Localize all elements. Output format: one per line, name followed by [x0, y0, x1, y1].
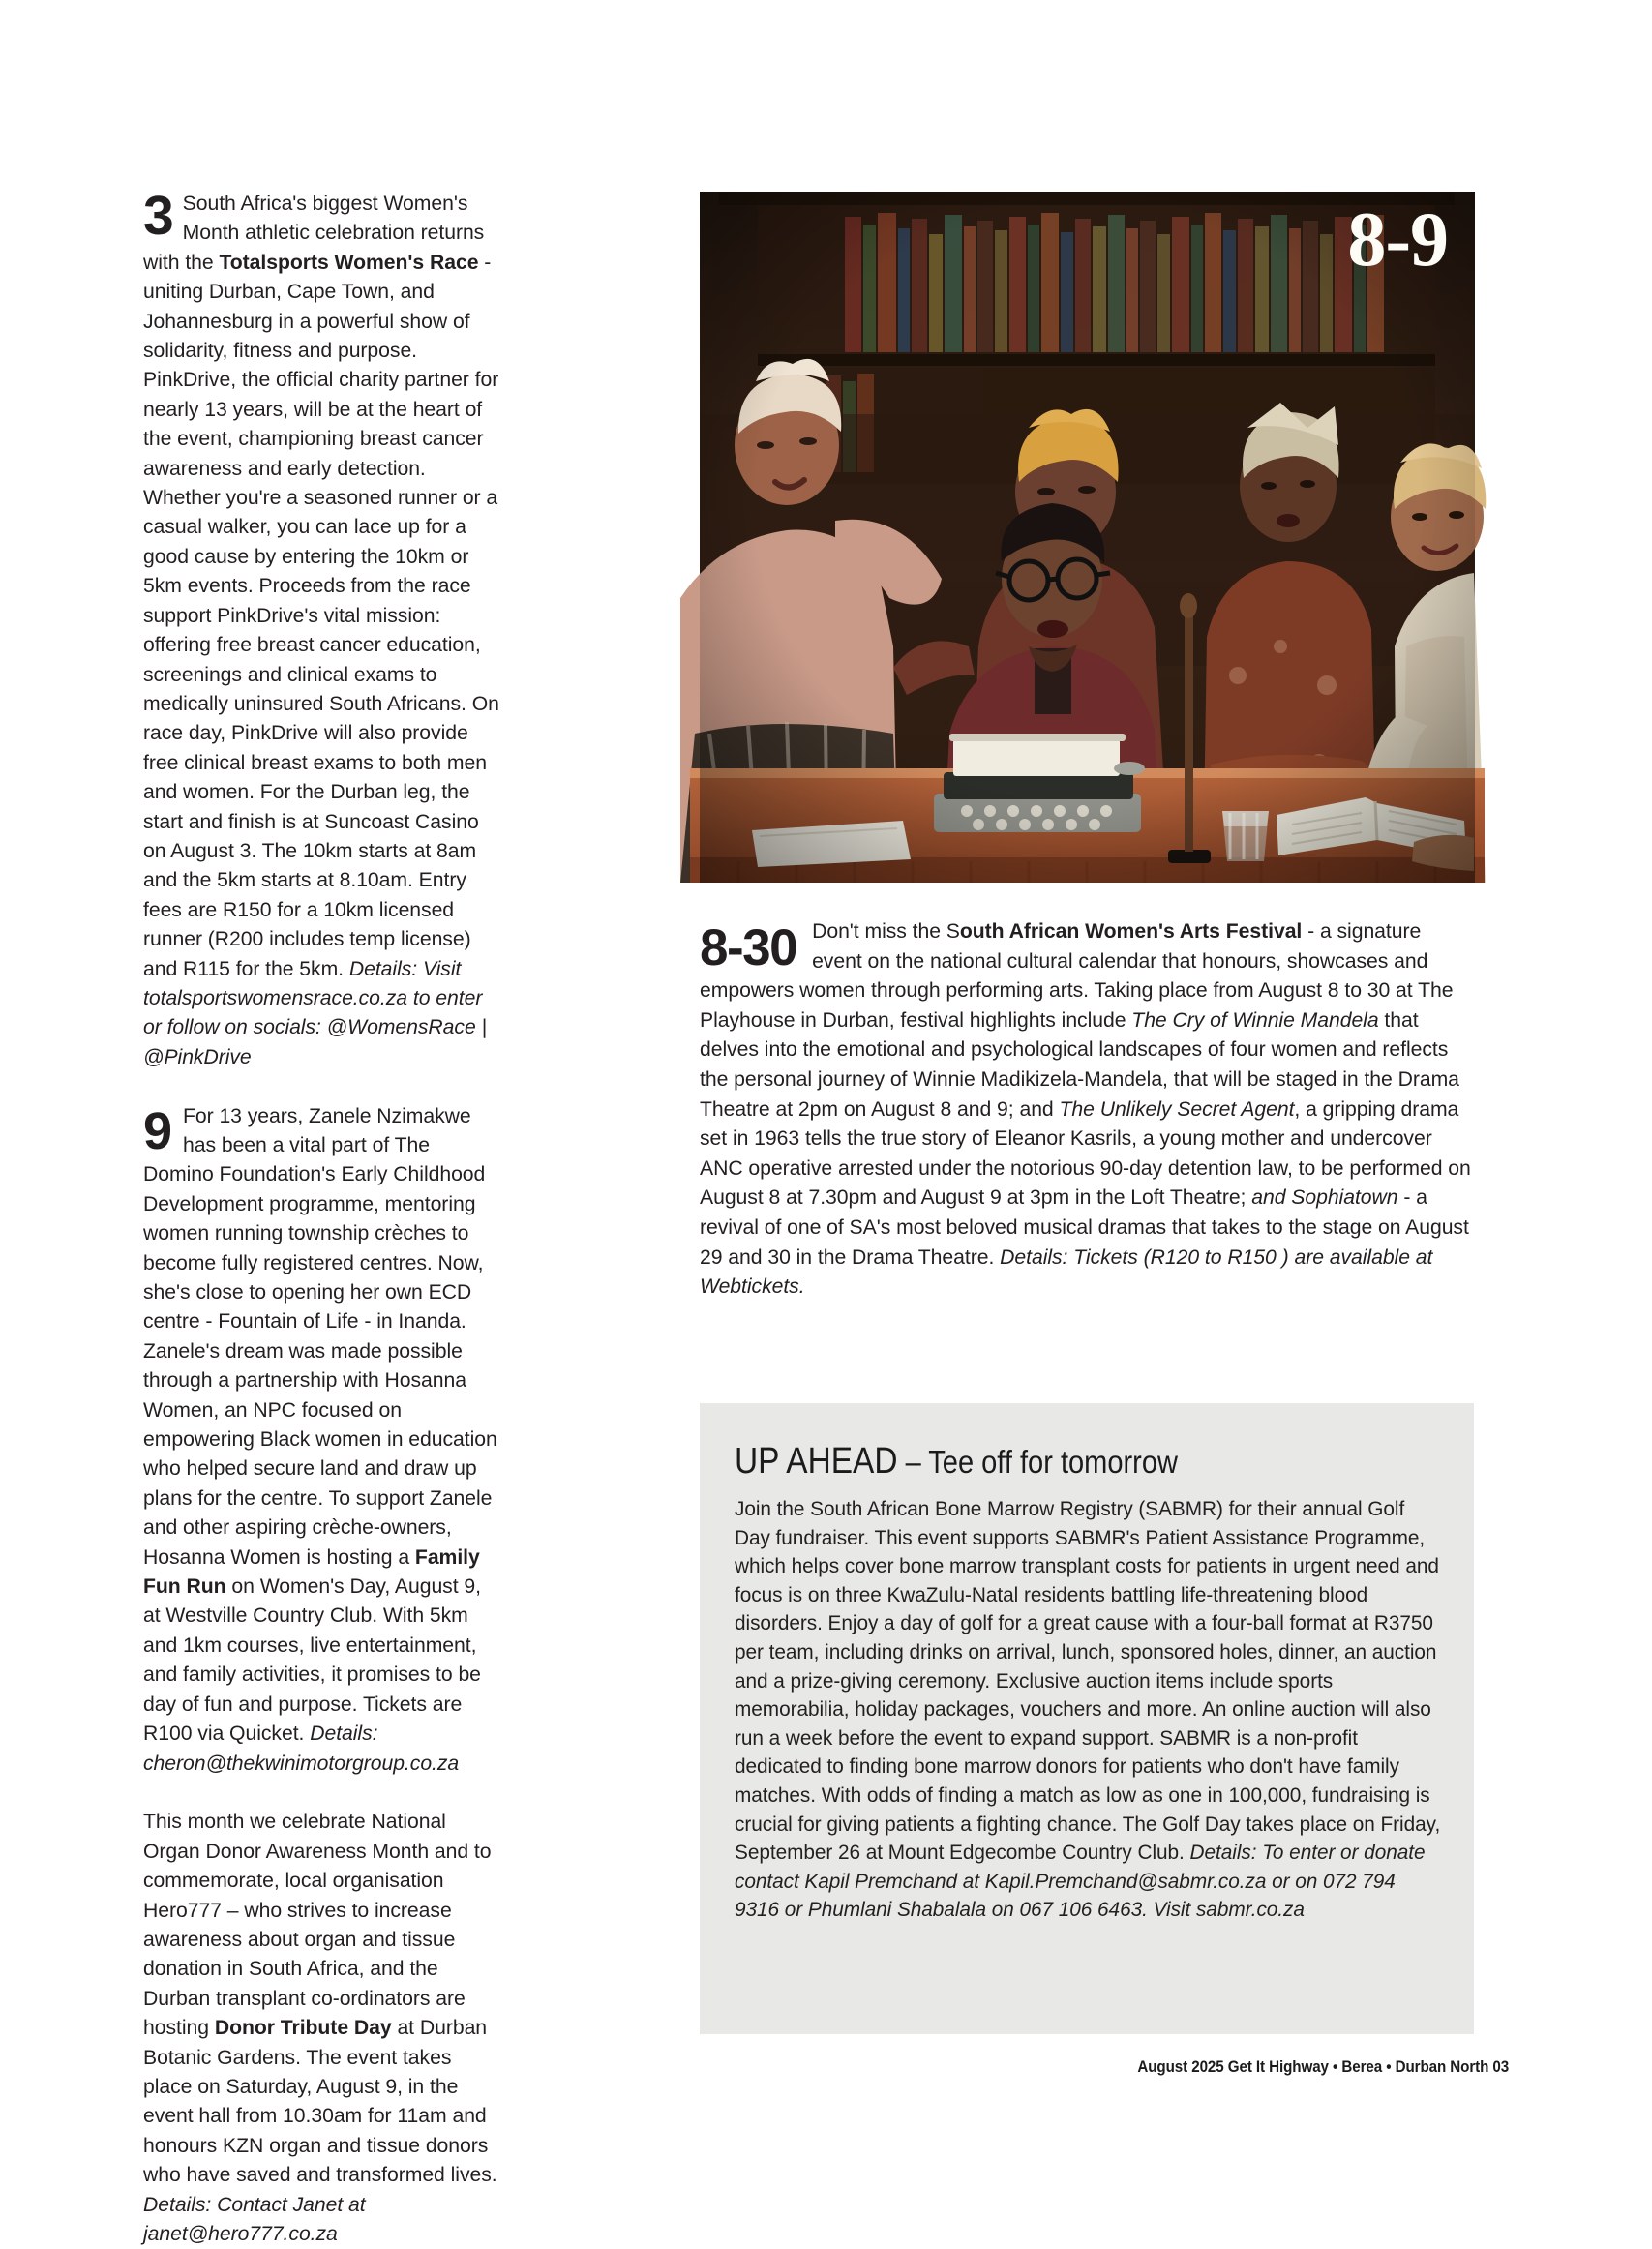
up-ahead-sidebar-box	[700, 1403, 1474, 2034]
up-ahead-title-main: UP AHEAD	[735, 1441, 898, 1482]
article-3-bold-title: Donor Tribute Day	[214, 2017, 392, 2040]
article-1-text-lead: South Africa's biggest Women's Month athletic celebration returns with the	[143, 193, 485, 274]
drop-number-9: 9	[143, 1101, 172, 1160]
article-4-show-title-2: The Unlikely Secret Agent	[1059, 1097, 1295, 1121]
up-ahead-title-sub: – Tee off for tomorrow	[897, 1444, 1178, 1480]
right-column-upper	[700, 917, 1474, 1303]
up-ahead-heading	[735, 1442, 1356, 1482]
drop-date-8-30: 8-30	[700, 919, 797, 976]
article-1-text-body: - uniting Durban, Cape Town, and Johannesburg in a powerful show of solidarity, fitness and purpose. PinkDrive, the official charity partner for nearly 13 years, will be at the heart of the event, championing breast cancer awareness and early detection. Whether you're a seasoned runner or a casual walker, you can lace up for a good cause by entering the 10km or 5km events. Proceeds from the race support PinkDrive's vital mission: offering free breast cancer education, screenings and clinical exams to medically uninsured South Africans. On race day, PinkDrive will also provide free clinical breast exams to both men and women. For the Durban leg, the start and finish is at Suncoast Casino on August 3. The 10km starts at 8am and the 5km starts at 8.10am. Entry fees are R150 for a 10km licensed runner (R200 includes temp license) and R115 for the 5km.	[143, 251, 499, 980]
article-domino-foundation	[143, 1102, 499, 1779]
drop-number-3: 3	[143, 185, 174, 247]
article-4-bold-title: outh African Women's Arts Festival	[959, 920, 1303, 943]
article-4-show-title-1: The Cry of Winnie Mandela	[1131, 1008, 1379, 1032]
up-ahead-body	[735, 1495, 1441, 1925]
feature-photograph	[700, 192, 1475, 883]
article-3-text-body: at Durban Botanic Gardens. The event takes place on Saturday, August 9, in the event hall from 10.30am for 11am and honours KZN organ and tissue donors who have saved and transformed lives.	[143, 2017, 497, 2187]
article-1-bold-title: Totalsports Women's Race	[219, 251, 479, 274]
article-4-text-b: that delves into the emotional and psychological landscapes of four women and reflects the personal journey of Winnie Madikizela-Mandela, that will be staged in the Drama Theatre at 2pm on August 8 and 9; and	[700, 1008, 1459, 1121]
left-column	[143, 185, 499, 2249]
article-2-text-lead: For 13 years, Zanele Nzimakwe has been a vital part of The Domino Foundation's Early Childhood Development programme, mentoring women running township crèches to become fully registered centres. Now, she's close to opening her own ECD centre - Fountain of Life - in Inanda. Zanele's dream was made possible through a partnership with Hosanna Women, an NPC focused on empowering Black women in education who helped secure land and draw up plans for the centre. To support Zanele and other aspiring crèche-owners, Hosanna Women is hosting a	[143, 1104, 497, 1569]
photo-illustration	[700, 192, 1475, 883]
article-4-text-c: , a gripping drama set in 1963 tells the true story of Eleanor Kasrils, a young mother and undercover ANC operative arrested under the notorious 90-day detention law, to be performed on August 8 at 7.30pm and August 9 at 3pm in the Loft Theatre;	[700, 1097, 1471, 1210]
article-2-details: Details: cheron@thekwinimotorgroup.co.za	[143, 1723, 460, 1775]
up-ahead-details: Details: To enter or donate contact Kapil Premchand at Kapil.Premchand@sabmr.co.za or on 072 794 9316 or Phumlani Shabalala on 067 106 6463. Visit sabmr.co.za	[735, 1842, 1426, 1922]
article-3-details: Details: Contact Janet at janet@hero777.co.za	[143, 2193, 366, 2245]
article-totalsports-womens-race	[143, 185, 499, 1072]
article-womens-arts-festival	[700, 917, 1474, 1303]
article-4-text-a: - a signature event on the national cultural calendar that honours, showcases and empowers women through performing arts. Taking place from August 8 to 30 at The Playhouse in Durban, festival highlights include	[700, 920, 1454, 1032]
article-4-text-lead: Don't miss the S	[812, 920, 960, 943]
page-footer: August 2025 Get It Highway • Berea • Durban North 03	[1137, 2058, 1509, 2076]
article-organ-donor-month	[143, 1808, 499, 2249]
article-4-details: Details: Tickets (R120 to R150 ) are available at Webtickets.	[700, 1245, 1433, 1299]
article-4-show-title-3: and Sophiatown	[1251, 1186, 1398, 1210]
photo-date-badge: 8-9	[1347, 197, 1448, 283]
article-2-bold-title: Family Fun Run	[143, 1545, 480, 1599]
article-2-text-body: on Women's Day, August 9, at Westville Country Club. With 5km and 1km courses, live entertainment, and family activities, it promises to be day of fun and purpose. Tickets are R100 via Quicket.	[143, 1575, 481, 1746]
article-3-text-lead: This month we celebrate National Organ Donor Awareness Month and to commemorate, local organisation Hero777 – who strives to increase awareness about organ and tissue donation in South Africa, and the Durban transplant co-ordinators are hosting	[143, 1811, 492, 2040]
article-1-details: Details: Visit totalsportswomensrace.co.za to enter or follow on socials: @WomensRace | @PinkDrive	[143, 957, 487, 1068]
article-4-text-d: - a revival of one of SA's most beloved musical dramas that takes to the stage on August 29 and 30 in the Drama Theatre.	[700, 1186, 1469, 1269]
up-ahead-text: Join the South African Bone Marrow Registry (SABMR) for their annual Golf Day fundraiser. This event supports SABMR's Patient Assistance Programme, which helps cover bone marrow transplant costs for patients in urgent need and focus is on three KwaZulu-Natal residents battling life-threatening blood disorders. Enjoy a day of golf for a great cause with a four-ball format at R3750 per team, including drinks on arrival, lunch, sponsored holes, dinner, an auction and a prize-giving ceremony. Exclusive auction items include sports memorabilia, holiday packages, vouchers and more. An online auction will also run a week before the event to expand support. SABMR is a non-profit dedicated to finding bone marrow donors for patients who don't have family matches. With odds of finding a match as low as one in 100,000, fundraising is crucial for giving patients a fighting chance. The Golf Day takes place on Friday, September 26 at Mount Edgecombe Country Club.	[735, 1498, 1441, 1865]
